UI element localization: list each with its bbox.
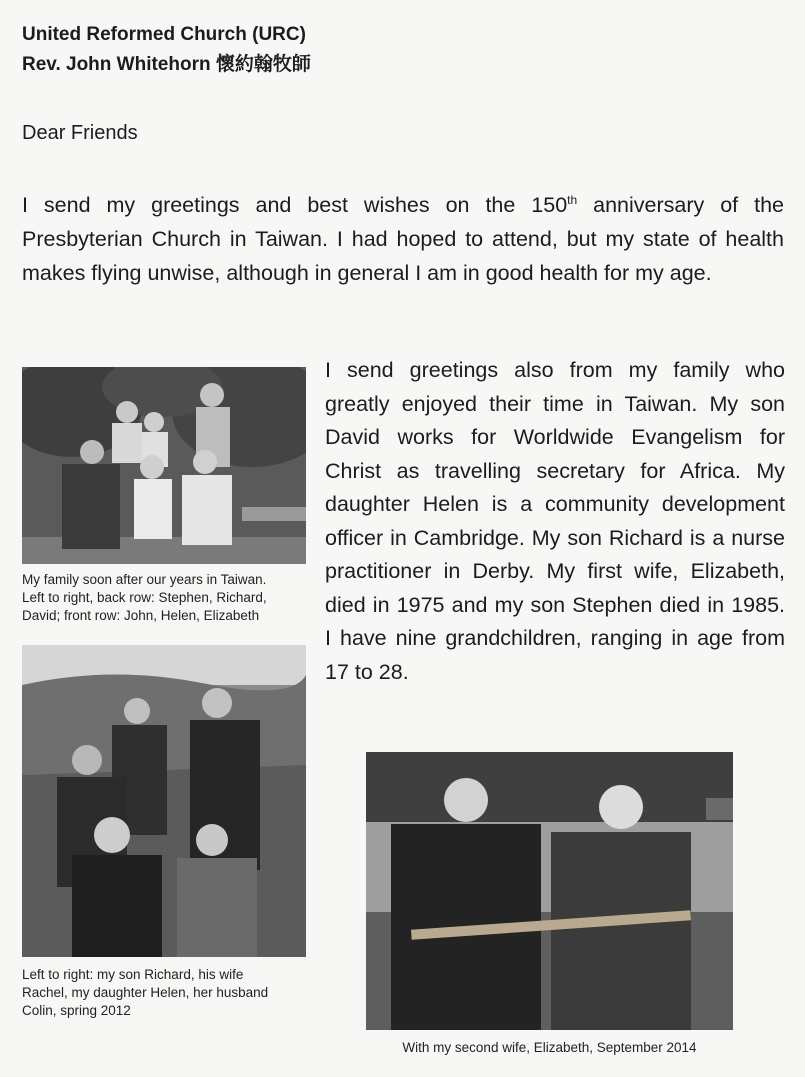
caption-line: David; front row: John, Helen, Elizabeth (22, 608, 260, 623)
caption-line: Rachel, my daughter Helen, her husband (22, 985, 269, 1000)
para1-text-start: I send my greetings and best wishes on the 150 (22, 193, 568, 218)
letter-header (22, 20, 311, 80)
rowing-photo-caption (366, 1039, 733, 1057)
family-photo (22, 367, 306, 564)
rowing-photo (366, 752, 733, 1030)
author-name: Rev. John Whitehorn 懷約翰牧師 (22, 54, 311, 75)
group-photo-caption (22, 966, 268, 1020)
opening-paragraph (22, 183, 784, 290)
greeting: Dear Friends (22, 122, 138, 144)
caption-line: Left to right: my son Richard, his wife (22, 967, 244, 982)
caption-line: My family soon after our years in Taiwan. (22, 572, 267, 587)
group-photo (22, 645, 306, 957)
para1-text-end: anniversary of the Presbyterian Church in Taiwan. I had hoped to attend, but my state of health makes flying unwise, although in general I am in good health for my age. (22, 193, 784, 286)
caption-line: Colin, spring 2012 (22, 1003, 131, 1018)
ordinal-suffix: th (567, 193, 578, 207)
family-paragraph: I send greetings also from my family who greatly enjoyed their time in Taiwan. My son David works for Worldwide Evangelism for Christ as travelling secretary for Africa. My daughter Helen is a community development officer in Cambridge. My son Richard is a nurse practitioner in Derby. My first wife, Elizabeth, died in 1975 and my son Stephen died in 1985. I have nine grandchildren, ranging in age from 17 to 28. (325, 358, 785, 684)
church-name: United Reformed Church (URC) (22, 24, 306, 45)
caption-line: Left to right, back row: Stephen, Richard, (22, 590, 267, 605)
family-photo-caption (22, 571, 267, 625)
caption-line: With my second wife, Elizabeth, September 2014 (402, 1040, 697, 1055)
